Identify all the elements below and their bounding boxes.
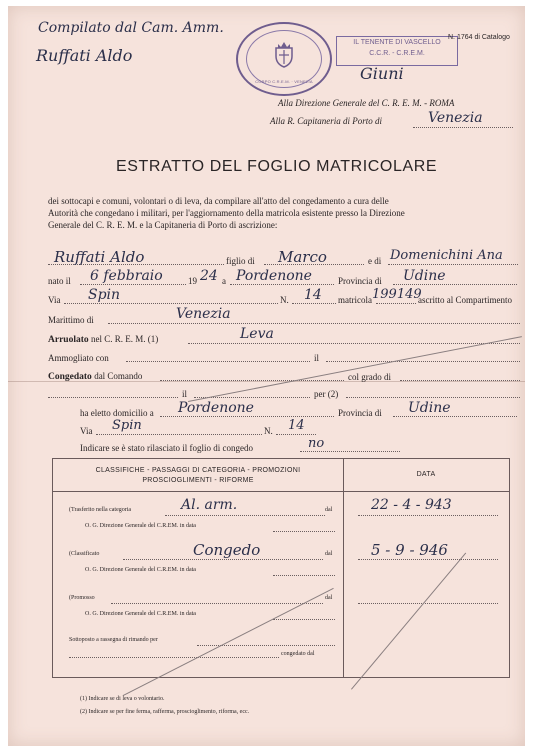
number-label: N. [280,295,289,305]
compartment-label: ascritto al Compartimento [418,295,512,305]
table-row-promoted-label: (Promosso [69,595,95,601]
signature: Giuni [360,64,404,83]
house-number2: 14 [288,418,305,433]
birth-date: 6 febbraio [90,268,163,284]
married-date-label: il [314,353,320,363]
number2-label: N. [264,426,273,436]
matricola-label: matricola [338,295,372,305]
enlisted-label [48,334,158,345]
career-table [52,458,510,678]
intro-line-3: Generale del C. R. E. M. e la Capitaneria di Porto di ascrizione: [48,220,278,230]
table-row-transfer-note: O. G. Direzione Generale del C.R.EM. in data [85,523,196,529]
crest-icon [272,40,296,68]
street-value: Spin [88,287,121,303]
table-row-transfer-date: 22 - 4 - 943 [371,497,452,513]
enlisted-rest: nel C. R. E. M. (1) [91,334,159,344]
discharge-sheet-question: Indicare se è stato rilasciato il foglio di congedo [80,443,253,453]
table-row-transfer-value: Al. arm. [181,497,238,513]
reason-label: per (2) [314,389,339,399]
table-row-review-label: Sottoposto a rassegna di rimando per [69,637,158,643]
rank-label: col grado di [348,372,391,382]
mother-label: e di [368,256,382,266]
domicile-province-label: Provincia di [338,408,382,418]
footnote-2: (2) Indicare se per fine ferma, rafferma, proscioglimento, riforma, ecc. [80,709,250,715]
year-prefix: 19 [188,276,197,286]
discharge-date-label: il [182,389,188,399]
handwritten-note-compiled: Compilato dal Cam. Amm. [38,20,224,36]
addressee-capitaneria-label: Alla R. Capitaneria di Porto di [270,116,382,126]
table-header-left-1: CLASSIFICHE - PASSAGGI DI CATEGORIA - PROMOZIONI [95,467,301,474]
birth-place-label: a [222,276,226,286]
domicile-label: ha eletto domicilio a [80,408,154,418]
page-title: ESTRATTO DEL FOGLIO MATRICOLARE [116,158,438,175]
birth-year: 24 [200,268,218,284]
officer-stamp [336,36,458,66]
table-row-transfer-dal: dal [325,507,333,513]
matricola-value: 199149 [372,287,422,302]
table-row-transfer-label: (Trasferito nella categoria [69,507,132,513]
street2-label: Via [80,426,93,436]
table-row-classified-value: Congedo [193,541,261,559]
mother-name: Domenichini Ana [390,248,503,263]
intro-line-1: dei sottocapi e comuni, volontari o di leva, da compilare all'atto del congedamento a cura delle [48,196,389,206]
enlisted-bold: Arruolato [48,335,89,345]
table-row-promoted-dal: dal [325,595,333,601]
table-row-classified-dal: dal [325,551,333,557]
street2-value: Spin [112,418,142,433]
birth-place: Pordenone [236,268,312,284]
father-name: Marco [278,248,327,266]
enlist-value: Leva [240,326,274,342]
catalog-number: N. 1764 di Catalogo [448,34,510,41]
table-row-classified-date: 5 - 9 - 946 [371,541,448,559]
intro-line-2: Autorità che congedano i militari, per l'aggiornamento della matricola esistente presso la Direzione [48,208,405,218]
marittimo-label: Marittimo di [48,315,94,325]
officer-stamp-unit: C.C.R. - C.R.E.M. [369,50,425,57]
document-sheet [8,6,525,746]
married-label: Ammogliato con [48,353,109,363]
born-label: nato il [48,276,71,286]
addressee-capitaneria-value: Venezia [428,110,483,126]
discharge-sheet-answer: no [308,436,325,451]
discharged-rest: dal Comando [94,371,143,381]
officer-stamp-title: IL TENENTE DI VASCELLO [353,39,441,46]
street-label: Via [48,295,61,305]
compartment-value: Venezia [176,306,231,322]
table-row-promoted-note: O. G. Direzione Generale del C.R.EM. in data [85,611,196,617]
table-header-left-2: PROSCIOGLIMENTI - RIFORME [142,477,254,484]
domicile-value: Pordenone [178,400,254,416]
birth-province-label: Provincia di [338,276,382,286]
footnote-1: (1) Indicare se di leva o volontario. [80,696,165,702]
domicile-province: Udine [408,400,451,416]
discharged-label [48,371,142,382]
addressee-direzione: Alla Direzione Generale del C. R. E. M. - ROMA [278,98,455,108]
table-header-date: DATA [416,471,436,478]
official-stamp [236,22,332,96]
handwritten-note-name: Ruffati Aldo [36,46,133,65]
soldier-name: Ruffati Aldo [54,248,145,266]
table-row-classified-label: (Classificato [69,551,100,557]
house-number: 14 [304,287,322,303]
discharged-bold: Congedato [48,372,92,382]
table-row-review-note: congedato dal [281,651,315,657]
stamp-circle-text: CORPO C.R.E.M. · VENEZIA [255,79,313,84]
birth-province: Udine [403,268,446,284]
table-row-classified-note: O. G. Direzione Generale del C.R.EM. in data [85,567,196,573]
father-label: figlio di [226,256,255,266]
